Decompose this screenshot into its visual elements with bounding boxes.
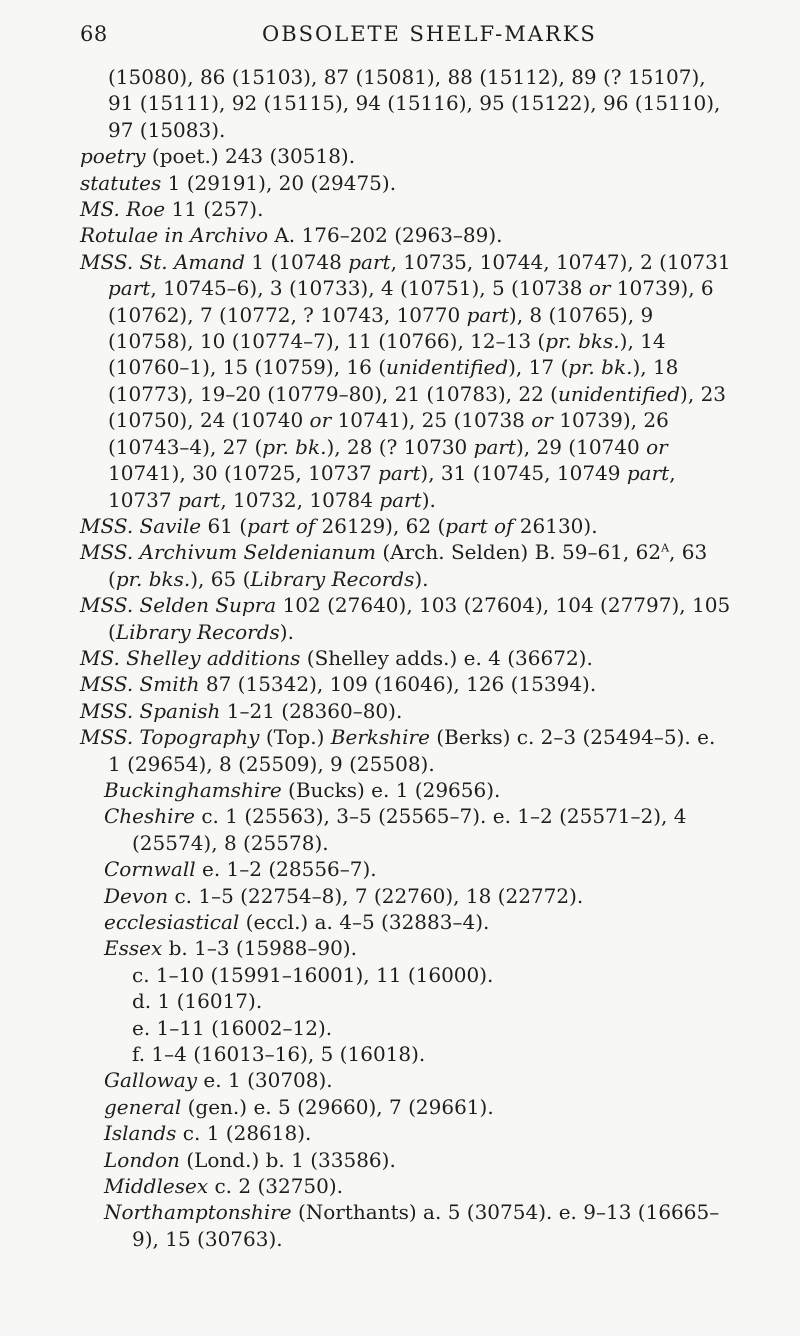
entry-text: 11 (257).: [165, 197, 264, 222]
sub-entry: [80, 803, 732, 856]
entry-text: , 10735, 10744, 10747), 2 (10731: [390, 249, 731, 274]
entry-text: (poet.) 243 (30518).: [145, 144, 356, 169]
entry-text: (Northants) a. 5 (30754). e. 9–13 (16665–9), 15 (30763).: [132, 1200, 720, 1251]
sub-entry: [80, 1015, 732, 1041]
entry-italic-text: Berkshire: [330, 725, 430, 750]
entry-text: ), 23 (10750), 24 (10740: [108, 381, 727, 433]
entry-italic-text: MS. Roe: [80, 197, 166, 222]
entry-text: b. 1–3 (15988–90).: [162, 936, 357, 961]
entry-italic-text: ecclesiastical: [104, 910, 240, 934]
entry-italic-text: unidentified: [557, 381, 681, 406]
entry-text: A: [661, 541, 670, 555]
entry-italic-text: pr. bks.: [545, 329, 620, 354]
entry-text: , 10737: [108, 461, 676, 512]
entry-text: (Berks) c. 2–3 (25494–5). e. 1 (29654), 8 (25509), 9 (25508).: [108, 725, 716, 776]
sub-entry: [80, 1041, 732, 1067]
entry-italic-text: pr. bk.: [568, 355, 633, 380]
entry-text: d. 1 (16017).: [132, 989, 263, 1014]
running-title: OBSOLETE SHELF-MARKS: [262, 22, 597, 46]
sub-entry: [80, 1094, 732, 1120]
entry: [80, 143, 732, 169]
entry-italic-text: Galloway: [104, 1068, 198, 1093]
entry-text: (gen.) e. 5 (29660), 7 (29661).: [181, 1094, 494, 1119]
entry-text: (Shelley adds.) e. 4 (36672).: [300, 645, 593, 670]
sub-entry: [80, 777, 732, 803]
entry-italic-text: part: [466, 302, 509, 327]
entry-text: 87 (15342), 109 (16046), 126 (15394).: [199, 672, 597, 697]
entry-italic-text: Middlesex: [104, 1174, 209, 1199]
entry-text: f. 1–4 (16013–16), 5 (16018).: [132, 1042, 426, 1067]
entry-text: 61 (: [201, 513, 248, 538]
sub-entry: [80, 1173, 732, 1199]
entry-text: e. 1–11 (16002–12).: [132, 1015, 333, 1040]
entry: [80, 249, 732, 513]
entry: [80, 645, 732, 671]
entry-italic-text: London: [104, 1147, 180, 1172]
entry: [80, 671, 732, 697]
entry-text: (Top.): [259, 725, 331, 750]
sub-entry: [80, 988, 732, 1014]
entry-text: ).: [279, 619, 294, 644]
entry: [80, 592, 732, 645]
sub-entry: [80, 883, 732, 909]
entry-italic-text: or: [588, 276, 611, 301]
sub-entry: [80, 1147, 732, 1173]
entry: [80, 539, 732, 592]
entry-text: c. 2 (32750).: [208, 1174, 344, 1199]
entry-text: (15080), 86 (15103), 87 (15081), 88 (15112), 89 (? 15107), 91 (15111), 92 (15115), 94 (15116), 95 (15122), 96 (15110), 97 (15083).: [108, 65, 721, 142]
entry-italic-text: Library Records: [115, 619, 280, 644]
entry-text: 26130).: [513, 513, 598, 538]
entry-text: 1–21 (28360–80).: [220, 698, 403, 723]
entry-italic-text: MSS. Selden Supra: [80, 593, 277, 618]
entry-italic-text: part: [626, 461, 670, 486]
entry-italic-text: Cheshire: [104, 804, 195, 829]
entry-italic-text: pr. bk.: [262, 434, 327, 459]
entry: [80, 170, 732, 196]
entry-italic-text: part: [473, 434, 516, 459]
entry-text: A. 176–202 (2963–89).: [268, 223, 503, 248]
entry-text: 1 (10748: [245, 249, 349, 274]
entry-italic-text: MSS. Smith: [80, 672, 200, 697]
entry: [80, 724, 732, 777]
entry-text: (Lond.) b. 1 (33586).: [179, 1147, 396, 1172]
entry-italic-text: or: [646, 434, 668, 459]
entry: [80, 222, 732, 248]
entry-italic-text: Essex: [104, 936, 163, 961]
entry-text: , 10732, 10784: [220, 487, 380, 512]
entry-italic-text: part: [177, 487, 221, 512]
entry-text: 10739), 26 (10743–4), 27 (: [108, 408, 669, 459]
sub-entry: [80, 909, 732, 935]
entry-text: , 63 (: [108, 540, 708, 591]
entry-italic-text: statutes: [80, 170, 162, 195]
entry-text: c. 1–5 (22754–8), 7 (22760), 18 (22772).: [168, 883, 584, 908]
entry-text: 10739), 6 (10762), 7 (10772, ? 10743, 10770: [108, 276, 714, 327]
entry-text: c. 1 (28618).: [176, 1121, 312, 1146]
sub-entry: [80, 856, 732, 882]
entry-text: ).: [421, 487, 436, 512]
entry-text: 102 (27640), 103 (27604), 104 (27797), 105 (: [108, 593, 731, 644]
entry-italic-text: Buckinghamshire: [104, 777, 282, 802]
entry-italic-text: part of: [247, 513, 316, 538]
entry-italic-text: unidentified: [386, 355, 509, 380]
entry-italic-text: part: [348, 249, 391, 274]
entry-text: , 10745–6), 3 (10733), 4 (10751), 5 (10738: [150, 276, 589, 301]
entry-text: ), 18 (10773), 19–20 (10779–80), 21 (10783), 22 (: [108, 355, 679, 406]
entry-italic-text: or: [309, 408, 332, 433]
entry-italic-text: Islands: [104, 1121, 177, 1146]
entry-text: 10741), 30 (10725, 10737: [108, 461, 379, 486]
page-number: 68: [80, 22, 108, 46]
entry-italic-text: MSS. Topography: [80, 725, 260, 750]
entry-text: c. 1 (25563), 3–5 (25565–7). e. 1–2 (25571–2), 4 (25574), 8 (25578).: [132, 804, 687, 855]
entry-italic-text: pr. bks.: [115, 566, 191, 591]
entry-text: (Bucks) e. 1 (29656).: [281, 777, 501, 802]
entry-text: ), 65 (: [190, 566, 251, 591]
sub-entry: [80, 935, 732, 961]
entry-text: 26129), 62 (: [315, 513, 446, 538]
entry-italic-text: MSS. Savile: [80, 513, 202, 538]
entry-italic-text: MS. Shelley additions: [80, 645, 301, 670]
entry-text: 1 (29191), 20 (29475).: [161, 170, 397, 195]
sub-entry: [80, 962, 732, 988]
entry-text: ), 31 (10745, 10749: [420, 461, 627, 486]
entry-text: (eccl.) a. 4–5 (32883–4).: [239, 910, 490, 934]
entry-italic-text: MSS. Spanish: [80, 698, 221, 723]
entry-italic-text: poetry: [80, 144, 146, 169]
entry-text: 10741), 25 (10738: [331, 408, 532, 433]
entry-text: (Arch. Selden) B. 59–61, 62: [376, 540, 662, 565]
entry-italic-text: part: [108, 276, 151, 301]
page-header: [0, 10, 800, 50]
entry-italic-text: Devon: [104, 883, 169, 908]
entry-text: e. 1–2 (28556–7).: [195, 857, 377, 882]
entry: [80, 698, 732, 724]
entry-italic-text: MSS. St. Amand: [80, 249, 245, 274]
entry: [80, 196, 732, 222]
entry-italic-text: Rotulae in Archivo: [80, 223, 268, 248]
entry-italic-text: Library Records: [250, 566, 415, 591]
entry-italic-text: Northamptonshire: [104, 1200, 292, 1225]
entry-text: ), 14 (10760–1), 15 (10759), 16 (: [108, 329, 666, 380]
sub-entry: [80, 1120, 732, 1146]
shelf-mark-list: [80, 64, 732, 1252]
entry-italic-text: Cornwall: [104, 857, 196, 882]
entry: [80, 513, 732, 539]
entry-italic-text: part: [379, 487, 422, 512]
entry-italic-text: part of: [445, 513, 514, 538]
sub-entry: [80, 1199, 732, 1252]
entry-text: ), 29 (10740: [515, 434, 647, 459]
entry-italic-text: part: [378, 461, 421, 486]
entry-text: c. 1–10 (15991–16001), 11 (16000).: [132, 962, 494, 987]
entry: [80, 64, 732, 143]
entry-text: e. 1 (30708).: [197, 1068, 333, 1093]
entry-text: ), 28 (? 10730: [326, 434, 474, 459]
entry-text: ).: [414, 566, 429, 591]
entry-text: ), 17 (: [508, 355, 569, 380]
sub-entry: [80, 1067, 732, 1093]
entry-italic-text: or: [531, 408, 553, 433]
entry-italic-text: general: [104, 1094, 182, 1119]
entry-text: ), 8 (10765), 9 (10758), 10 (10774–7), 11 (10766), 12–13 (: [108, 302, 654, 354]
entry-italic-text: MSS. Archivum Seldenianum: [80, 540, 377, 565]
